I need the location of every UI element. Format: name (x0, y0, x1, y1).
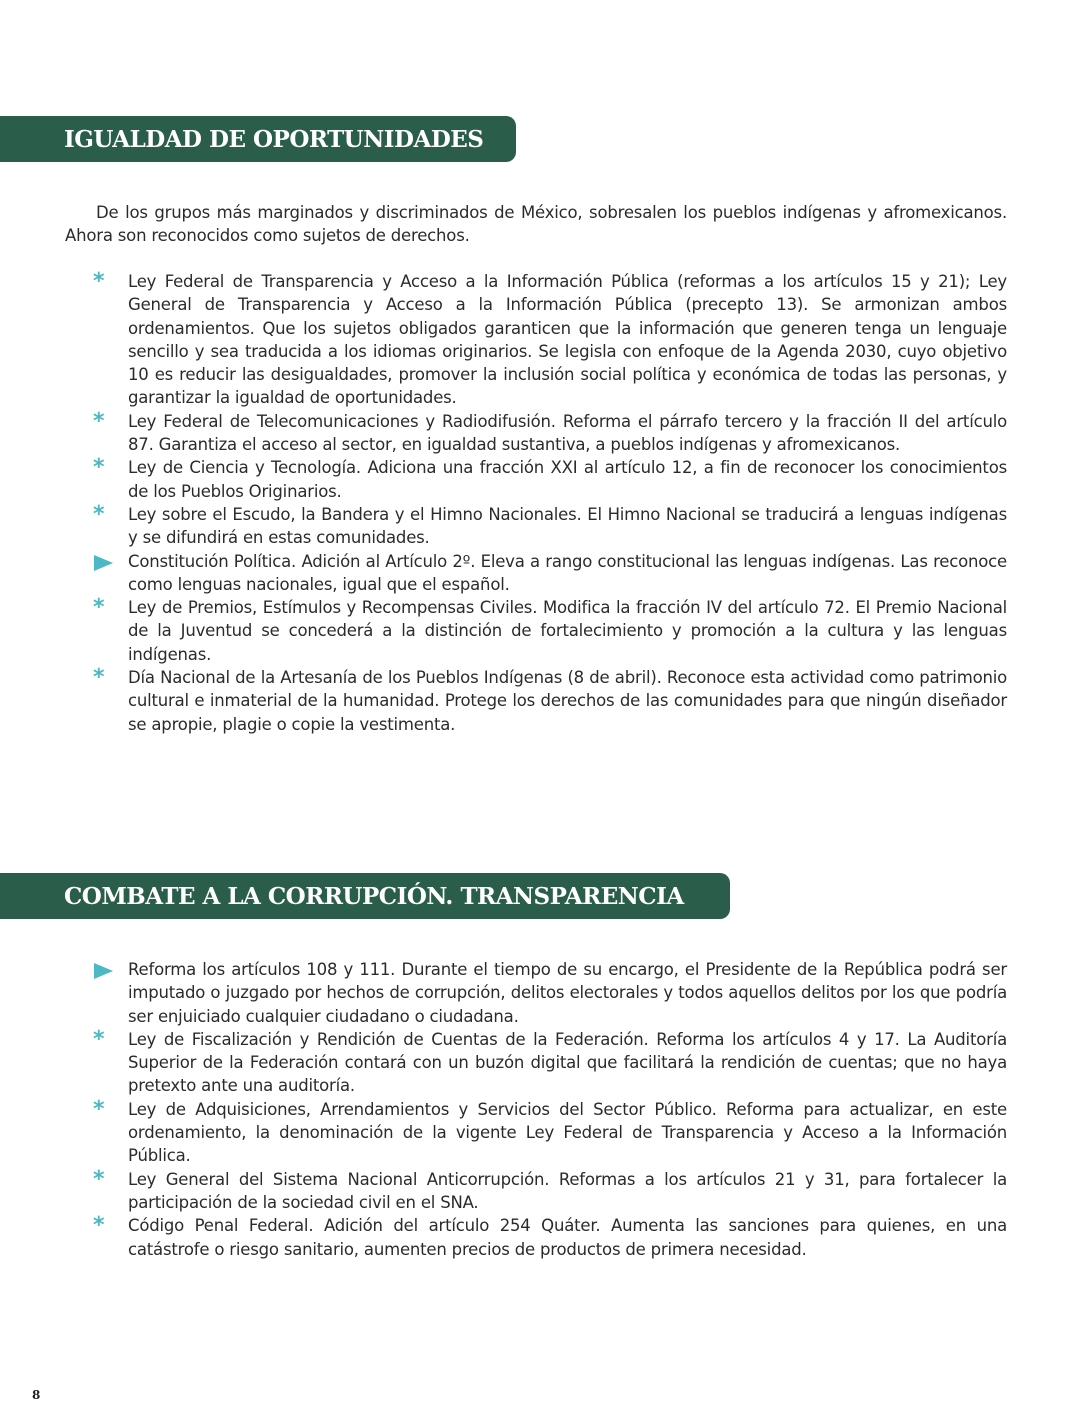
item-text: Ley Federal de Transparencia y Acceso a la Información Pública (reformas a los artículos 15 y 21); Ley General de Transparencia y Acceso a la Información Pública (precepto 13). Se armonizan ambos ordenamientos. Que los sujetos obligados garanticen que la información que generen tenga un lenguaje sencillo y sea traducida a los idiomas originarios. Se legisla con enfoque de la Agenda 2030, cuyo objetivo 10 es reducir las desigualdades, promover la inclusión social política y económica de todas las personas, y garantizar la igualdad de oportunidades. (128, 272, 1007, 408)
law-list-combate-corrupcion (0, 958, 1071, 1261)
item-text: Código Penal Federal. Adición del artículo 254 Quáter. Aumenta las sanciones para quienes, en una catástrofe o riesgo sanitario, aumenten precios de productos de primera necesidad. (128, 1216, 1007, 1259)
item-text: Reforma los artículos 108 y 111. Durante el tiempo de su encargo, el Presidente de la República podrá ser imputado o juzgado por hechos de corrupción, delitos electorales y todos aquellos delitos por los que podría ser enjuiciado cualquier ciudadano o ciudadana. (128, 960, 1007, 1026)
list-item (0, 596, 1007, 666)
item-text: Ley de Premios, Estímulos y Recompensas Civiles. Modifica la fracción IV del artículo 72. El Premio Nacional de la Juventud se concederá a la distinción de fortalecimiento y promoción a la cultura y las lenguas indígenas. (128, 598, 1007, 664)
section-title: COMBATE A LA CORRUPCIÓN. TRANSPARENCIA (64, 882, 684, 910)
list-item (0, 503, 1007, 550)
asterisk-bullet-icon: * (93, 595, 105, 621)
item-text: Ley de Adquisiciones, Arrendamientos y Servicios del Sector Público. Reforma para actualizar, en este ordenamiento, la denominación de la vigente Ley Federal de Transparencia y Acceso a la Información Pública. (128, 1099, 1007, 1166)
triangle-bullet-icon (94, 555, 113, 571)
asterisk-bullet-icon: * (93, 501, 105, 527)
asterisk-bullet-icon: * (93, 455, 105, 481)
item-text: Ley sobre el Escudo, la Bandera y el Himno Nacionales. El Himno Nacional se traducirá a lenguas indígenas y se difundirá en estas comunidades. (128, 504, 1007, 548)
item-text: Ley de Ciencia y Tecnología. Adiciona una fracción XXI al artículo 12, a fin de reconocer los conocimientos de los Pueblos Originarios. (128, 458, 1007, 501)
section-header-combate-corrupcion (0, 873, 730, 919)
item-text: Ley General del Sistema Nacional Anticorrupción. Reformas a los artículos 21 y 31, para fortalecer la participación de la sociedad civil en el SNA. (128, 1169, 1007, 1212)
list-item (0, 1214, 1007, 1261)
law-list-igualdad (0, 270, 1071, 736)
item-text: Constitución Política. Adición al Artículo 2º. Eleva a rango constitucional las lenguas indígenas. Las reconoce como lenguas nacionales, igual que el español. (128, 551, 1007, 594)
triangle-bullet-icon (94, 963, 113, 979)
asterisk-bullet-icon: * (93, 408, 105, 434)
list-item (0, 666, 1007, 736)
page-number: 8 (32, 1388, 41, 1402)
intro-paragraph: De los grupos más marginados y discriminados de México, sobresalen los pueblos indígenas y afromexicanos. Ahora son reconocidos como sujetos de derechos. (65, 203, 1007, 246)
section-header-igualdad (0, 116, 516, 162)
item-text: Ley Federal de Telecomunicaciones y Radiodifusión. Reforma el párrafo tercero y la fracción II del artículo 87. Garantiza el acceso al sector, en igualdad sustantiva, a pueblos indígenas y afromexicanos. (128, 411, 1007, 455)
list-item (0, 550, 1007, 597)
list-item (0, 410, 1007, 457)
section-title: IGUALDAD DE OPORTUNIDADES (64, 125, 484, 153)
list-item (0, 270, 1007, 410)
item-text: Día Nacional de la Artesanía de los Pueblos Indígenas (8 de abril). Reconoce esta actividad como patrimonio cultural e inmaterial de la humanidad. Protege los derechos de las comunidades para que ningún diseñador se apropie, plagie o copie la vestimenta. (128, 668, 1007, 734)
asterisk-bullet-icon: * (93, 1166, 105, 1192)
asterisk-bullet-icon: * (93, 665, 105, 691)
asterisk-bullet-icon: * (93, 1026, 105, 1052)
list-item (0, 456, 1007, 503)
list-item (0, 1168, 1007, 1215)
asterisk-bullet-icon: * (93, 269, 105, 294)
list-item (0, 1098, 1007, 1168)
item-text: Ley de Fiscalización y Rendición de Cuentas de la Federación. Reforma los artículos 4 y 17. La Auditoría Superior de la Federación contará con un buzón digital que facilitará la rendición de cuentas; que no haya pretexto ante una auditoría. (128, 1029, 1007, 1096)
asterisk-bullet-icon: * (93, 1213, 105, 1239)
list-item (0, 958, 1007, 1028)
list-item (0, 1028, 1007, 1098)
asterisk-bullet-icon: * (93, 1096, 105, 1122)
